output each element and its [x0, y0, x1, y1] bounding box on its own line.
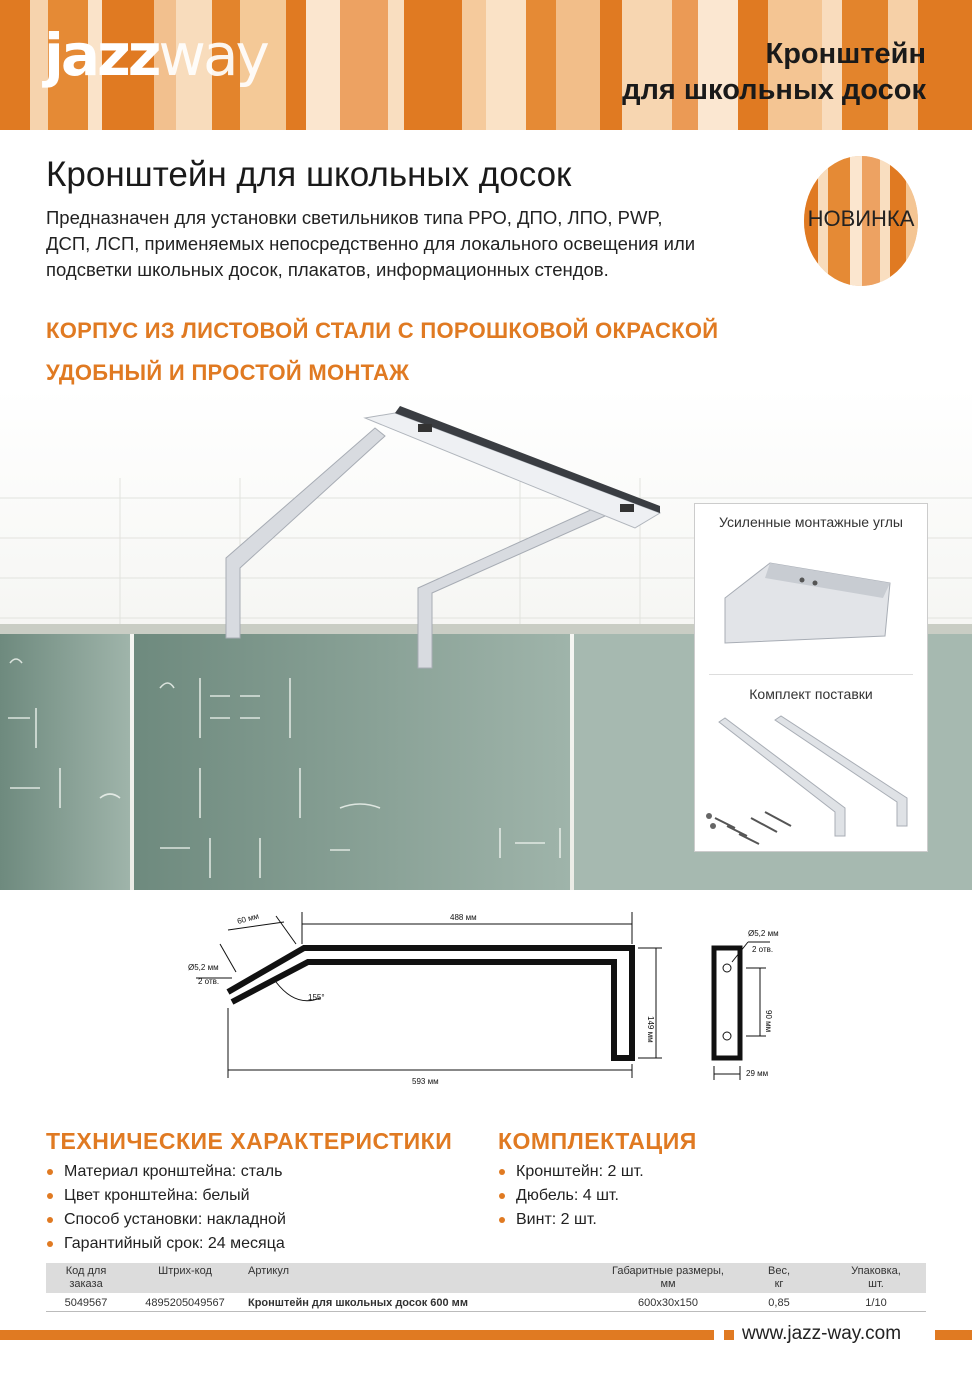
header-banner [0, 0, 972, 130]
th-weight: Вес, кг [732, 1263, 826, 1293]
cell-weight: 0,85 [732, 1293, 826, 1312]
kit-list [498, 1160, 644, 1232]
spec-item: Цвет кронштейна: белый [46, 1184, 286, 1208]
dim-side-holes-count: 2 отв. [752, 945, 774, 954]
cell-code: 5049567 [46, 1293, 126, 1312]
inset-divider [709, 674, 913, 675]
kit-item: Винт: 2 шт. [498, 1208, 644, 1232]
dim-hole-spacing: 90 мм [764, 1010, 773, 1033]
inset-panel [694, 503, 928, 852]
mounting-angle-illustration [695, 538, 927, 678]
product-title: Кронштейн для школьных досок [46, 155, 572, 194]
table-row [46, 1293, 926, 1312]
th-dims: Габаритные размеры, мм [604, 1263, 732, 1293]
banner-title-line2: для школьных досок [622, 74, 926, 106]
cell-pack: 1/10 [826, 1293, 926, 1312]
footer-square-icon [724, 1330, 734, 1340]
dim-angle: 155° [308, 993, 325, 1002]
th-article: Артикул [244, 1263, 604, 1293]
cell-barcode: 4895205049567 [126, 1293, 244, 1312]
spec-item: Материал кронштейна: сталь [46, 1160, 286, 1184]
delivery-kit-illustration [695, 708, 927, 858]
dimension-drawing [180, 900, 800, 1090]
kit-item: Дюбель: 4 шт. [498, 1184, 644, 1208]
cell-article: Кронштейн для школьных досок 600 мм [244, 1293, 604, 1312]
table-header-row [46, 1263, 926, 1293]
order-table [46, 1263, 926, 1312]
jazzway-logo[interactable] [44, 21, 267, 89]
logo-light-text: way [158, 21, 267, 89]
th-pack: Упаковка, шт. [826, 1263, 926, 1293]
dim-height: 149 мм [646, 1016, 655, 1043]
banner-title-line1: Кронштейн [765, 38, 926, 70]
dim-width: 29 мм [746, 1069, 769, 1078]
banner-title [622, 36, 926, 108]
specs-list [46, 1160, 286, 1256]
spec-item: Гарантийный срок: 24 месяца [46, 1232, 286, 1256]
spec-item: Способ установки: накладной [46, 1208, 286, 1232]
feature-2: УДОБНЫЙ И ПРОСТОЙ МОНТАЖ [46, 360, 410, 385]
dim-holes-count: 2 отв. [198, 977, 220, 986]
footer-bar-right [935, 1330, 972, 1340]
dim-side-hole: Ø5,2 мм [748, 929, 779, 938]
th-code: Код для заказа [46, 1263, 126, 1293]
dim-hole: Ø5,2 мм [188, 963, 219, 972]
new-badge [804, 156, 918, 286]
kit-title: КОМПЛЕКТАЦИЯ [498, 1128, 697, 1154]
cell-dims: 600х30х150 [604, 1293, 732, 1312]
feature-1: КОРПУС ИЗ ЛИСТОВОЙ СТАЛИ С ПОРОШКОВОЙ ОКРАСКОЙ [46, 318, 719, 343]
dim-angled: 60 мм [236, 911, 260, 926]
inset-caption-angles: Усиленные монтажные углы [719, 514, 903, 530]
product-description: Предназначен для установки светильников типа РРО, ДПО, ЛПО, PWP, ДСП, ЛСП, применяемых непосредственно для локального освещения или подсветки школьных досок, плакатов, информационных стендов. [46, 207, 696, 280]
dim-top-length: 488 мм [450, 913, 477, 922]
dim-total-length: 593 мм [412, 1077, 439, 1086]
website-link[interactable]: www.jazz-way.com [742, 1323, 902, 1344]
badge-label: НОВИНКА [807, 206, 915, 231]
logo-bold-text: jazz [44, 21, 159, 89]
inset-caption-kit: Комплект поставки [749, 686, 873, 702]
footer-bar [0, 1330, 714, 1340]
specs-title: ТЕХНИЧЕСКИЕ ХАРАКТЕРИСТИКИ [46, 1128, 453, 1154]
kit-item: Кронштейн: 2 шт. [498, 1160, 644, 1184]
classroom-photo [0, 388, 972, 890]
th-barcode: Штрих-код [126, 1263, 244, 1293]
